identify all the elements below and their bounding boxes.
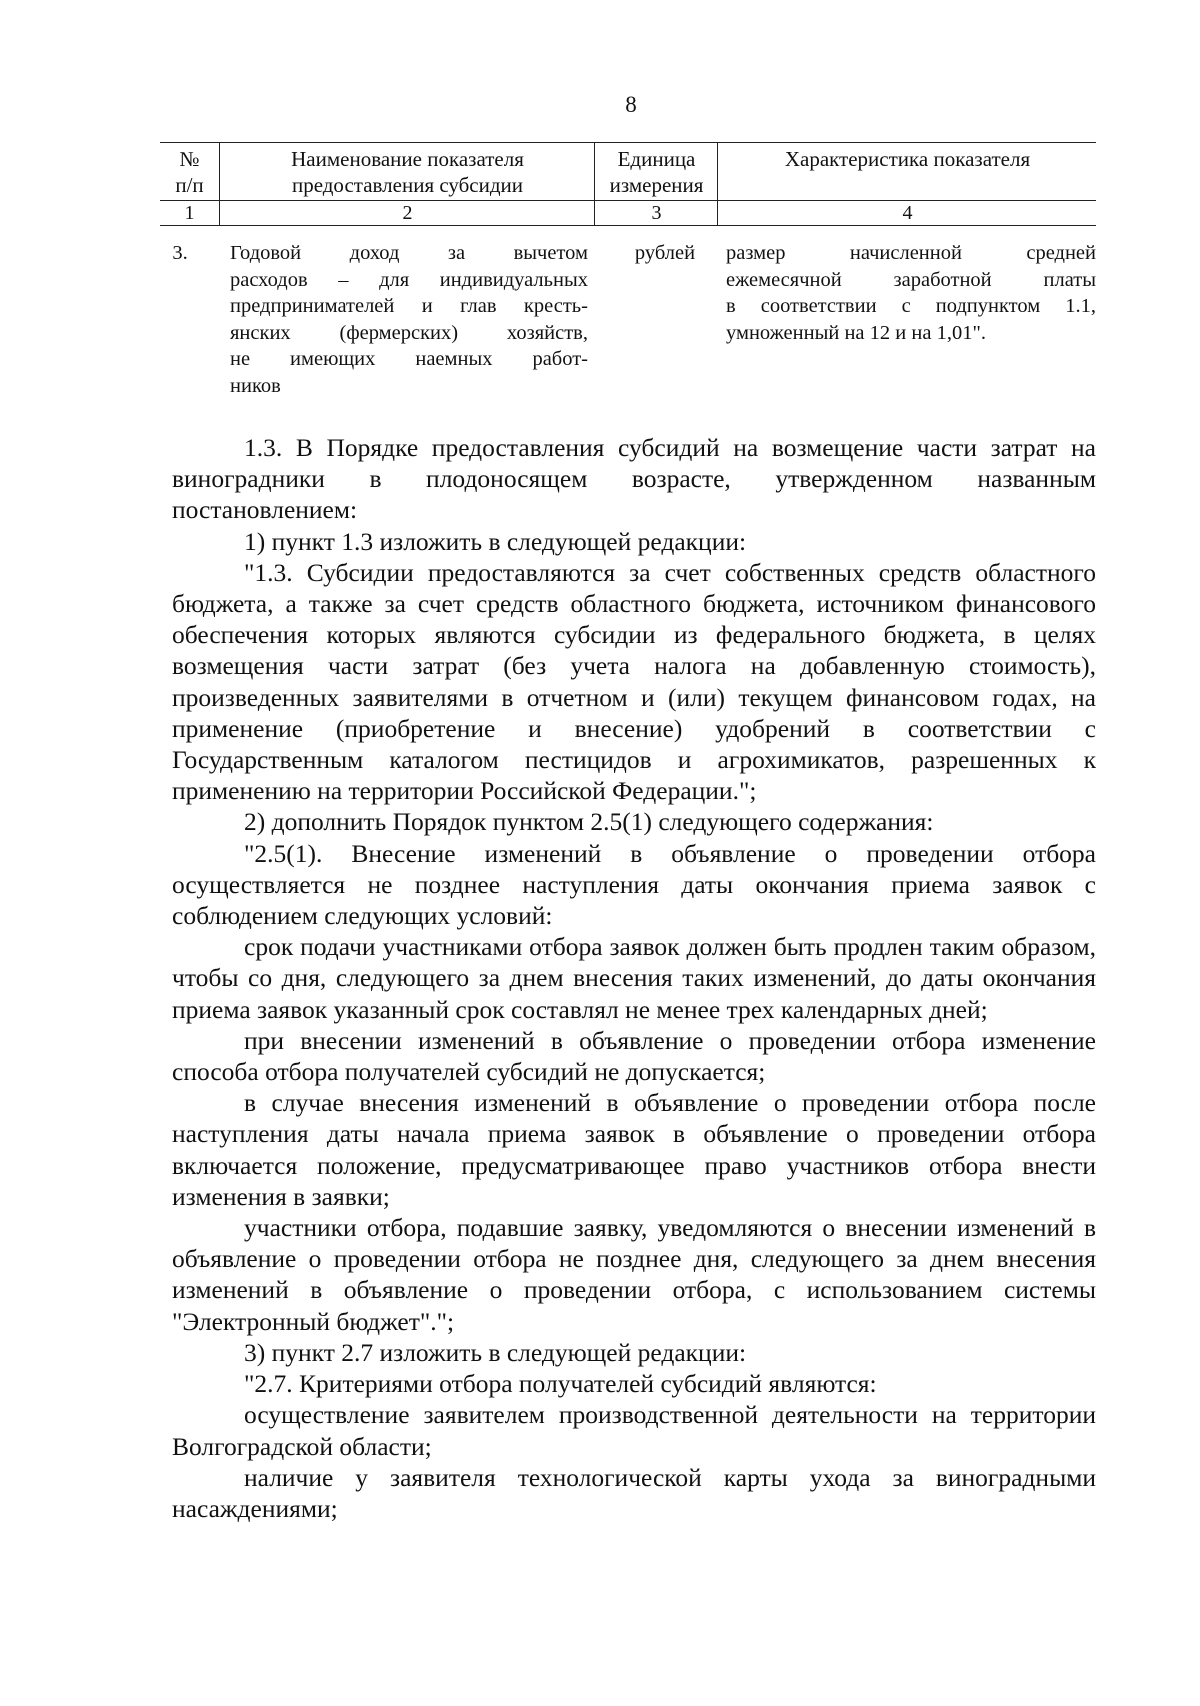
header-num: № п/п bbox=[175, 147, 204, 197]
table-index-row bbox=[160, 201, 1096, 226]
table-row bbox=[160, 226, 1096, 397]
paragraph: 1.3. В Порядке предоставления субсидий на возмещение части затрат на виноградники в плодоносящем возрасте, утвержденном названным постановлением: bbox=[172, 433, 1096, 525]
page-number: 8 bbox=[625, 92, 637, 117]
paragraph: 1) пункт 1.3 изложить в следующей редакции: bbox=[244, 526, 747, 556]
paragraph: при внесении изменений в объявление о проведении отбора изменение способа отбора получателей субсидий не допускается; bbox=[172, 1025, 1096, 1087]
paragraph: "1.3. Субсидии предоставляются за счет собственных средств областного бюджета, а также за счет средств областного бюджета, источником финансового обеспечения которых являются субсидии из федерального бюджета, в целях возмещения части затрат (без учета налога на добавленную стоимость), произведенных заявителями в отчетном и (или) текущем финансовом годах, на применение (приобретение и внесение) удобрений в соответствии с Государственным каталогом пестицидов и агрохимикатов, разрешенных к применению на территории Российской Федерации."; bbox=[172, 557, 1096, 806]
paragraph: наличие у заявителя технологической карты ухода за виноградными насаждениями; bbox=[172, 1462, 1096, 1523]
paragraph: участники отбора, подавшие заявку, уведомляются о внесении изменений в объявление о проведении отбора не позднее дня, следующего за днем внесения изменений в объявление о проведении отбора, с использованием системы "Электронный бюджет"."; bbox=[172, 1213, 1096, 1336]
row-number: 3. bbox=[172, 242, 188, 264]
index-cell: 4 bbox=[717, 201, 1097, 225]
paragraph: "2.7. Критериями отбора получателей субсидий являются: bbox=[244, 1369, 877, 1399]
header-characteristic: Характеристика показателя bbox=[717, 143, 1097, 203]
row-characteristic: размер начисленной средней ежемесячной заработной платы в соответствии с подпунктом 1.1, умноженный на 12 и на 1,01". bbox=[726, 242, 1096, 344]
paragraph: осуществление заявителем производственной деятельности на территории Волгоградской области; bbox=[172, 1400, 1096, 1461]
index-cell: 3 bbox=[594, 201, 718, 225]
header-name: Наименование показателя предоставления субсидии bbox=[219, 143, 595, 203]
row-unit: рублей bbox=[634, 242, 696, 264]
index-cell: 2 bbox=[219, 201, 595, 225]
paragraph: 2) дополнить Порядок пунктом 2.5(1) следующего содержания: bbox=[244, 807, 934, 837]
document-body bbox=[172, 432, 1096, 1524]
paragraph: в случае внесения изменений в объявление о проведении отбора после наступления даты начала приема заявок в объявление о проведении отбора включается положение, предусматривающее право участников отбора внести изменения в заявки; bbox=[172, 1088, 1096, 1211]
paragraph: 3) пункт 2.7 изложить в следующей редакции: bbox=[244, 1337, 747, 1367]
indicator-table bbox=[160, 142, 1096, 397]
paragraph: "2.5(1). Внесение изменений в объявление о проведении отбора осуществляется не позднее наступления даты окончания приема заявок с соблюдением следующих условий: bbox=[172, 838, 1096, 931]
index-cell: 1 bbox=[184, 202, 195, 224]
table-header-row bbox=[160, 142, 1096, 201]
header-unit: Единица измерения bbox=[594, 143, 718, 203]
paragraph: срок подачи участниками отбора заявок должен быть продлен таким образом, чтобы со дня, следующего за днем внесения таких изменений, до даты окончания приема заявок указанный срок составлял не менее трех календарных дней; bbox=[172, 932, 1096, 1024]
row-indicator-name: Годовой доход за вычетом расходов – для индивидуальных предпринимателей и глав кресть- янских (фермерских) хозяйств, не имеющих наемных работ- ников bbox=[230, 242, 588, 397]
